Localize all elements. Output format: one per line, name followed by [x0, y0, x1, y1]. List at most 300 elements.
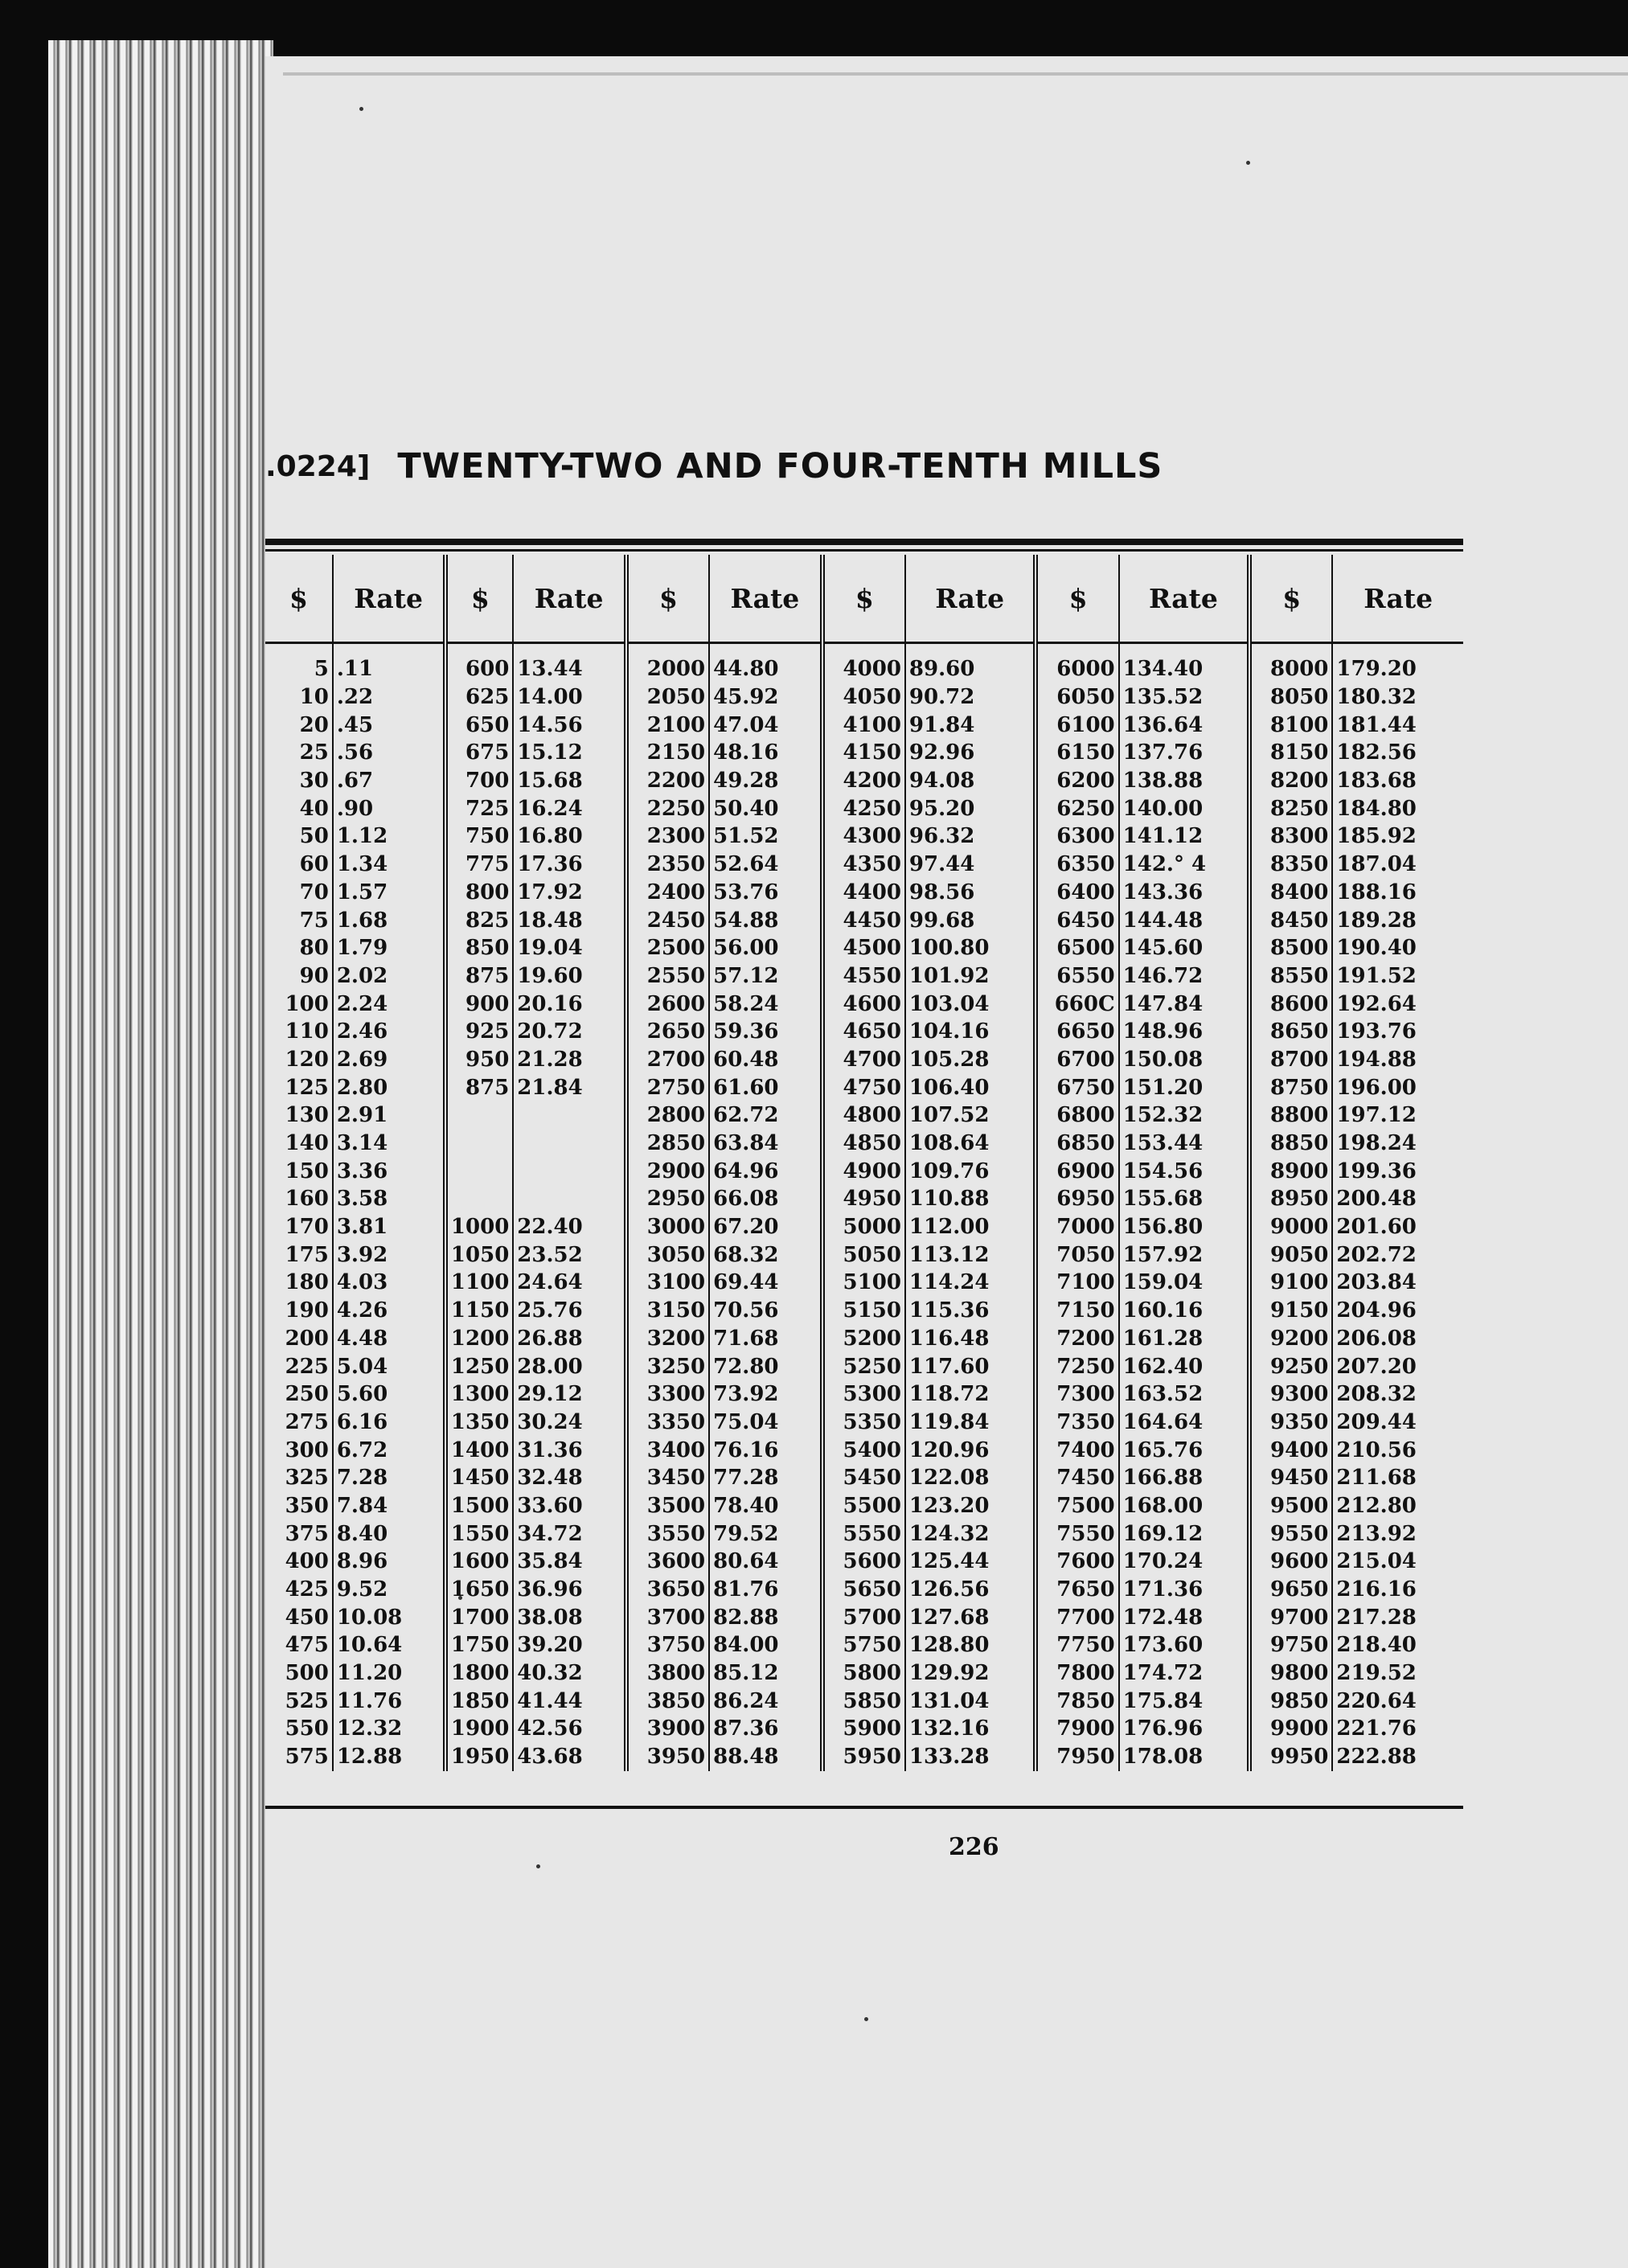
rate-cell: 72.80 — [709, 1352, 822, 1380]
amount-cell: 3650 — [646, 1577, 706, 1602]
amount-cell: 4450 — [843, 908, 901, 933]
rate-cell: 113.12 — [905, 1241, 1036, 1269]
amount-cell: 3150 — [646, 1298, 706, 1323]
rate-cell: .67 — [333, 767, 446, 795]
amount-cell: 2450 — [646, 908, 706, 933]
rate-cell: 22.40 — [513, 1213, 626, 1241]
amount-cell — [445, 1185, 513, 1213]
rate-cell: 153.44 — [1119, 1130, 1250, 1158]
rate-cell: 5.04 — [333, 1352, 446, 1380]
rate-cell: 30.24 — [513, 1409, 626, 1437]
amount-cell: 575 — [285, 1745, 329, 1770]
amount-cell: 3600 — [646, 1549, 706, 1574]
amount-cell: 1600 — [450, 1549, 510, 1574]
amount-cell: 3450 — [646, 1466, 706, 1491]
rate-cell: 17.92 — [513, 879, 626, 907]
amount-cell: 9800 — [1270, 1661, 1329, 1686]
table-row — [265, 1576, 1463, 1604]
rate-cell: 2.46 — [333, 1018, 446, 1046]
amount-cell: 3300 — [646, 1382, 706, 1407]
amount-cell: 40 — [299, 796, 329, 821]
rate-cell: 192.64 — [1332, 990, 1463, 1018]
amount-cell: 150 — [285, 1159, 329, 1183]
rate-cell: 23.52 — [513, 1241, 626, 1269]
amount-cell: 8650 — [1270, 1019, 1329, 1044]
rate-cell: 120.96 — [905, 1436, 1036, 1464]
amount-cell: 2100 — [646, 712, 706, 737]
rate-cell: 50.40 — [709, 794, 822, 822]
amount-cell: 2350 — [646, 852, 706, 877]
rate-cell: 4.26 — [333, 1297, 446, 1325]
amount-cell: 9650 — [1270, 1577, 1329, 1602]
rate-cell: 107.52 — [905, 1101, 1036, 1130]
amount-cell: 8750 — [1270, 1075, 1329, 1100]
rate-cell: 86.24 — [709, 1687, 822, 1715]
amount-cell: 5600 — [843, 1549, 901, 1574]
amount-cell: 5900 — [843, 1716, 901, 1741]
table-row — [265, 1157, 1463, 1185]
amount-cell: 550 — [285, 1716, 329, 1741]
rate-cell: 40.32 — [513, 1659, 626, 1688]
amount-cell: 7750 — [1056, 1633, 1115, 1658]
rate-cell: 166.88 — [1119, 1464, 1250, 1492]
table-row — [265, 643, 1463, 683]
rate-cell: 24.64 — [513, 1269, 626, 1297]
amount-cell: 2300 — [646, 824, 706, 849]
amount-cell: 7150 — [1056, 1298, 1115, 1323]
table-row — [265, 1185, 1463, 1213]
amount-cell: 9100 — [1270, 1270, 1329, 1295]
rate-cell: 8.96 — [333, 1548, 446, 1576]
amount-cell: 7600 — [1056, 1549, 1115, 1574]
amount-cell: 6750 — [1056, 1075, 1115, 1100]
amount-cell: 3550 — [646, 1521, 706, 1546]
rate-cell: 173.60 — [1119, 1631, 1250, 1659]
amount-cell: 5250 — [843, 1354, 901, 1379]
rate-cell: 210.56 — [1332, 1436, 1463, 1464]
amount-cell: 75 — [299, 908, 329, 933]
rate-cell: 69.44 — [709, 1269, 822, 1297]
rate-cell: 141.12 — [1119, 822, 1250, 851]
amount-cell: 7450 — [1056, 1466, 1115, 1491]
rate-cell: 203.84 — [1332, 1269, 1463, 1297]
rate-cell: 145.60 — [1119, 934, 1250, 962]
rate-cell: 35.84 — [513, 1548, 626, 1576]
rate-cell: 70.56 — [709, 1297, 822, 1325]
table-row — [265, 1241, 1463, 1269]
amount-cell: 2550 — [646, 963, 706, 988]
rate-cell: 191.52 — [1332, 962, 1463, 990]
table-row — [265, 851, 1463, 879]
rate-cell: 71.68 — [709, 1325, 822, 1353]
amount-cell: 3050 — [646, 1242, 706, 1267]
table-row — [265, 1492, 1463, 1520]
amount-cell: 2000 — [646, 657, 706, 682]
amount-cell: 675 — [465, 740, 510, 765]
amount-cell: 3350 — [646, 1409, 706, 1434]
amount-cell: 6050 — [1056, 685, 1115, 710]
amount-cell: 9350 — [1270, 1409, 1329, 1434]
amount-cell: 4550 — [843, 963, 901, 988]
amount-cell: 140 — [285, 1131, 329, 1156]
amount-cell: 7900 — [1056, 1716, 1115, 1741]
rate-cell: 146.72 — [1119, 962, 1250, 990]
amount-cell: 2750 — [646, 1075, 706, 1100]
rate-cell: 87.36 — [709, 1715, 822, 1743]
rate-cell: 1.68 — [333, 906, 446, 934]
amount-cell: 625 — [465, 685, 510, 710]
amount-cell: 950 — [465, 1047, 510, 1072]
header-dollar: $ — [1249, 555, 1332, 643]
rate-cell: 12.32 — [333, 1715, 446, 1743]
amount-cell: 9300 — [1270, 1382, 1329, 1407]
rate-cell: 28.00 — [513, 1352, 626, 1380]
rate-cell: 196.00 — [1332, 1073, 1463, 1101]
amount-cell: 7200 — [1056, 1326, 1115, 1351]
rate-cell: 115.36 — [905, 1297, 1036, 1325]
table-row — [265, 1659, 1463, 1688]
amount-cell: 225 — [285, 1354, 329, 1379]
page-header — [265, 434, 1479, 498]
rate-cell: 220.64 — [1332, 1687, 1463, 1715]
table-row — [265, 739, 1463, 767]
amount-cell: 1000 — [450, 1215, 510, 1240]
amount-cell: 3950 — [646, 1745, 706, 1770]
rate-cell: 218.40 — [1332, 1631, 1463, 1659]
rate-cell: 75.04 — [709, 1409, 822, 1437]
rate-cell: 127.68 — [905, 1603, 1036, 1631]
rate-cell: 143.36 — [1119, 879, 1250, 907]
rate-cell: 159.04 — [1119, 1269, 1250, 1297]
rate-cell: 208.32 — [1332, 1380, 1463, 1409]
rate-cell: 175.84 — [1119, 1687, 1250, 1715]
table-row — [265, 1213, 1463, 1241]
amount-cell: 825 — [465, 908, 510, 933]
amount-cell: 8400 — [1270, 880, 1329, 904]
rate-cell: 172.48 — [1119, 1603, 1250, 1631]
amount-cell: 650 — [465, 712, 510, 737]
amount-cell: 180 — [285, 1270, 329, 1295]
speck — [864, 2017, 868, 2021]
amount-cell: 70 — [299, 880, 329, 904]
amount-cell: 6500 — [1056, 936, 1115, 961]
amount-cell: 9750 — [1270, 1633, 1329, 1658]
rate-cell: 16.24 — [513, 794, 626, 822]
rate-cell: 48.16 — [709, 739, 822, 767]
rate-cell: 165.76 — [1119, 1436, 1250, 1464]
rate-cell: 100.80 — [905, 934, 1036, 962]
amount-cell: 120 — [285, 1047, 329, 1072]
rate-cell: 9.52 — [333, 1576, 446, 1604]
rate-cell: 4.48 — [333, 1325, 446, 1353]
amount-cell: 500 — [285, 1661, 329, 1686]
rate-cell: 3.92 — [333, 1241, 446, 1269]
amount-cell: 5800 — [843, 1661, 901, 1686]
rate-cell: 168.00 — [1119, 1492, 1250, 1520]
rate-cell: 67.20 — [709, 1213, 822, 1241]
table-row — [265, 962, 1463, 990]
amount-cell: 130 — [285, 1103, 329, 1128]
table-row — [265, 1520, 1463, 1548]
amount-cell: 6950 — [1056, 1187, 1115, 1212]
amount-cell: 4600 — [843, 991, 901, 1016]
rate-cell: 21.28 — [513, 1046, 626, 1074]
rate-cell: 126.56 — [905, 1576, 1036, 1604]
rate-cell: 13.44 — [513, 643, 626, 683]
rate-cell: 19.04 — [513, 934, 626, 962]
speck — [359, 107, 363, 111]
amount-cell: 200 — [285, 1326, 329, 1351]
rate-cell: 6.72 — [333, 1436, 446, 1464]
amount-cell: 4250 — [843, 796, 901, 821]
amount-cell: 875 — [465, 1075, 510, 1100]
rate-cell: 169.12 — [1119, 1520, 1250, 1548]
rate-cell: 3.58 — [333, 1185, 446, 1213]
rate-cell: 137.76 — [1119, 739, 1250, 767]
rate-cell: 222.88 — [1332, 1743, 1463, 1771]
rate-cell: 2.69 — [333, 1046, 446, 1074]
amount-cell: 8450 — [1270, 908, 1329, 933]
rate-cell: 62.72 — [709, 1101, 822, 1130]
amount-cell: 4050 — [843, 685, 901, 710]
rate-cell: 82.88 — [709, 1603, 822, 1631]
amount-cell: 90 — [299, 963, 329, 988]
rate-cell: 221.76 — [1332, 1715, 1463, 1743]
amount-cell: 1550 — [450, 1521, 510, 1546]
rate-cell: 136.64 — [1119, 711, 1250, 739]
table-row — [265, 906, 1463, 934]
amount-cell: 7300 — [1056, 1382, 1115, 1407]
amount-cell: 2800 — [646, 1103, 706, 1128]
amount-cell: 4650 — [843, 1019, 901, 1044]
rate-cell: 52.64 — [709, 851, 822, 879]
amount-cell: 6150 — [1056, 740, 1115, 765]
amount-cell — [445, 1130, 513, 1158]
amount-cell: 4200 — [843, 769, 901, 794]
rate-cell: 160.16 — [1119, 1297, 1250, 1325]
amount-cell: 8350 — [1270, 852, 1329, 877]
rate-cell — [513, 1157, 626, 1185]
amount-cell: 4300 — [843, 824, 901, 849]
header-rate: Rate — [513, 555, 626, 643]
amount-cell: 2700 — [646, 1047, 706, 1072]
rate-cell: 17.36 — [513, 851, 626, 879]
amount-cell: 6000 — [1056, 657, 1115, 682]
table-row — [265, 879, 1463, 907]
amount-cell: 7700 — [1056, 1605, 1115, 1630]
rate-cell: 163.52 — [1119, 1380, 1250, 1409]
rate-cell: 116.48 — [905, 1325, 1036, 1353]
rate-cell: 80.64 — [709, 1548, 822, 1576]
rate-cell: 110.88 — [905, 1185, 1036, 1213]
amount-cell: 725 — [465, 796, 510, 821]
table-row — [265, 1715, 1463, 1743]
amount-cell: 400 — [285, 1549, 329, 1574]
speck — [536, 1864, 540, 1868]
amount-cell: 9450 — [1270, 1466, 1329, 1491]
table-row — [265, 711, 1463, 739]
amount-cell: 2400 — [646, 880, 706, 904]
rate-cell: 5.60 — [333, 1380, 446, 1409]
header-rate: Rate — [1119, 555, 1250, 643]
rate-cell: .56 — [333, 739, 446, 767]
rate-cell: 122.08 — [905, 1464, 1036, 1492]
rate-cell: 217.28 — [1332, 1603, 1463, 1631]
rate-cell: 76.16 — [709, 1436, 822, 1464]
rate-cell: 92.96 — [905, 739, 1036, 767]
amount-cell: 9550 — [1270, 1521, 1329, 1546]
rate-cell: 10.08 — [333, 1603, 446, 1631]
rate-cell: 171.36 — [1119, 1576, 1250, 1604]
rate-cell: 8.40 — [333, 1520, 446, 1548]
rate-cell: 33.60 — [513, 1492, 626, 1520]
amount-cell: 6700 — [1056, 1047, 1115, 1072]
amount-cell: 9250 — [1270, 1354, 1329, 1379]
rate-cell: 105.28 — [905, 1046, 1036, 1074]
page-number: 226 — [949, 1833, 999, 1861]
rate-cell: 150.08 — [1119, 1046, 1250, 1074]
amount-cell: 4700 — [843, 1047, 901, 1072]
amount-cell: 6200 — [1056, 769, 1115, 794]
amount-cell: 125 — [285, 1075, 329, 1100]
amount-cell: 800 — [465, 880, 510, 904]
rate-cell: 94.08 — [905, 767, 1036, 795]
rate-cell: 51.52 — [709, 822, 822, 851]
rate-cell: 58.24 — [709, 990, 822, 1018]
rate-cell: 34.72 — [513, 1520, 626, 1548]
amount-cell: 10 — [299, 685, 329, 710]
header-dollar: $ — [822, 555, 905, 643]
amount-cell: 8900 — [1270, 1159, 1329, 1183]
rate-cell: .22 — [333, 683, 446, 712]
amount-cell: 4900 — [843, 1159, 901, 1183]
rate-cell: 198.24 — [1332, 1130, 1463, 1158]
rate-cell: 60.48 — [709, 1046, 822, 1074]
amount-cell: 8000 — [1270, 657, 1329, 682]
amount-cell: 275 — [285, 1409, 329, 1434]
amount-cell: 6550 — [1056, 963, 1115, 988]
table-row — [265, 1130, 1463, 1158]
rate-cell: 6.16 — [333, 1409, 446, 1437]
rate-cell: 41.44 — [513, 1687, 626, 1715]
rate-cell: 138.88 — [1119, 767, 1250, 795]
table-row — [265, 1464, 1463, 1492]
amount-cell: 1100 — [450, 1270, 510, 1295]
rate-cell: 147.84 — [1119, 990, 1250, 1018]
rate-cell: 59.36 — [709, 1018, 822, 1046]
amount-cell: 6650 — [1056, 1019, 1115, 1044]
amount-cell: 2650 — [646, 1019, 706, 1044]
amount-cell: 170 — [285, 1215, 329, 1240]
amount-cell: 700 — [465, 769, 510, 794]
rate-cell: 194.88 — [1332, 1046, 1463, 1074]
rate-cell: 134.40 — [1119, 643, 1250, 683]
amount-cell: 3700 — [646, 1605, 706, 1630]
amount-cell: 425 — [285, 1577, 329, 1602]
rate-cell: 95.20 — [905, 794, 1036, 822]
rate-cell: 131.04 — [905, 1687, 1036, 1715]
rate-cell: 178.08 — [1119, 1743, 1250, 1771]
rate-cell: 7.28 — [333, 1464, 446, 1492]
rate-cell: 66.08 — [709, 1185, 822, 1213]
rate-cell: 10.64 — [333, 1631, 446, 1659]
rate-cell: 114.24 — [905, 1269, 1036, 1297]
rate-cell: 16.80 — [513, 822, 626, 851]
amount-cell: 250 — [285, 1382, 329, 1407]
amount-cell: 850 — [465, 936, 510, 961]
table-row — [265, 822, 1463, 851]
amount-cell: 80 — [299, 936, 329, 961]
rate-cell: 2.91 — [333, 1101, 446, 1130]
rate-cell: 25.76 — [513, 1297, 626, 1325]
rate-cell: 187.04 — [1332, 851, 1463, 879]
rate-cell: 45.92 — [709, 683, 822, 712]
rate-cell: 1.57 — [333, 879, 446, 907]
rate-cell: 188.16 — [1332, 879, 1463, 907]
rate-cell: 21.84 — [513, 1073, 626, 1101]
amount-cell: 475 — [285, 1633, 329, 1658]
amount-cell: 6100 — [1056, 712, 1115, 737]
amount-cell: 3500 — [646, 1493, 706, 1518]
table-row — [265, 794, 1463, 822]
rate-cell: 56.00 — [709, 934, 822, 962]
rate-cell: 90.72 — [905, 683, 1036, 712]
rate-cell: 2.80 — [333, 1073, 446, 1101]
amount-cell: 350 — [285, 1493, 329, 1518]
page-border — [283, 72, 1628, 76]
amount-cell: 9700 — [1270, 1605, 1329, 1630]
amount-cell: 5950 — [843, 1745, 901, 1770]
amount-cell: 4100 — [843, 712, 901, 737]
rate-cell: 174.72 — [1119, 1659, 1250, 1688]
rate-cell: 3.36 — [333, 1157, 446, 1185]
rate-cell: 112.00 — [905, 1213, 1036, 1241]
amount-cell: 1650 — [450, 1577, 510, 1602]
amount-cell: 8050 — [1270, 685, 1329, 710]
rate-cell: 207.20 — [1332, 1352, 1463, 1380]
amount-cell: 4950 — [843, 1187, 901, 1212]
rate-cell: .90 — [333, 794, 446, 822]
amount-cell: 4400 — [843, 880, 901, 904]
rate-cell: 104.16 — [905, 1018, 1036, 1046]
rate-cell: 219.52 — [1332, 1659, 1463, 1688]
rate-cell: 202.72 — [1332, 1241, 1463, 1269]
rate-cell: 49.28 — [709, 767, 822, 795]
amount-cell: 1200 — [450, 1326, 510, 1351]
amount-cell: 2500 — [646, 936, 706, 961]
rate-cell: 190.40 — [1332, 934, 1463, 962]
rate-cell: 151.20 — [1119, 1073, 1250, 1101]
amount-cell: 30 — [299, 769, 329, 794]
amount-cell: 3900 — [646, 1716, 706, 1741]
amount-cell: 1900 — [450, 1716, 510, 1741]
rate-cell: 36.96 — [513, 1576, 626, 1604]
rate-cell — [513, 1101, 626, 1130]
amount-cell: 8200 — [1270, 769, 1329, 794]
rate-cell: 29.12 — [513, 1380, 626, 1409]
rate-cell: 63.84 — [709, 1130, 822, 1158]
amount-cell: 6300 — [1056, 824, 1115, 849]
amount-cell: 4850 — [843, 1131, 901, 1156]
rate-cell: 12.88 — [333, 1743, 446, 1771]
header-dollar: $ — [265, 555, 333, 643]
amount-cell: 375 — [285, 1521, 329, 1546]
rate-cell: 61.60 — [709, 1073, 822, 1101]
amount-cell: 7850 — [1056, 1688, 1115, 1713]
rate-cell: 135.52 — [1119, 683, 1250, 712]
rate-cell: 180.32 — [1332, 683, 1463, 712]
amount-cell: 4800 — [843, 1103, 901, 1128]
